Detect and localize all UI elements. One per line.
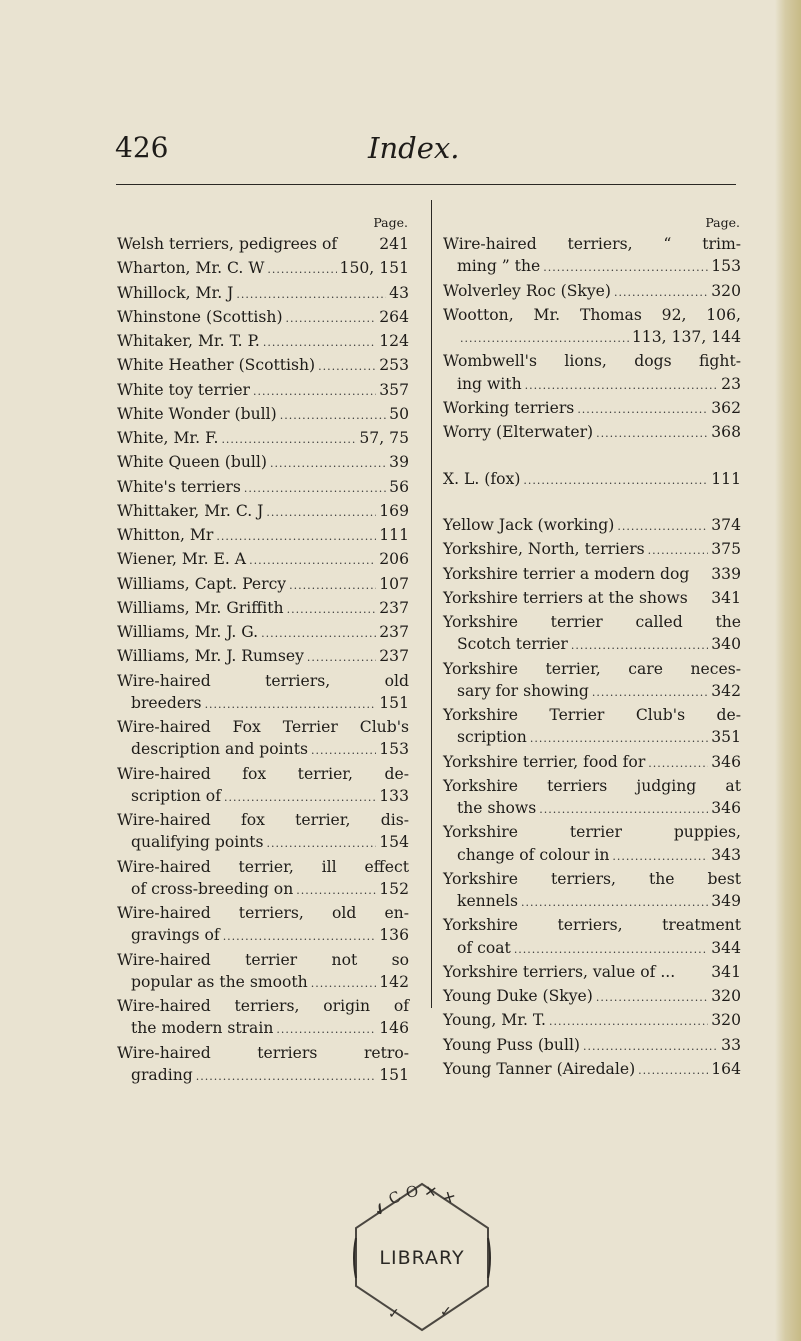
index-entry xyxy=(117,524,409,548)
index-entry xyxy=(443,961,741,985)
dot-leader xyxy=(571,635,708,657)
dot-leader xyxy=(577,399,708,421)
entry-text: Wire-haired fox terrier, dis- xyxy=(117,811,409,829)
entry-text: the shows xyxy=(457,799,537,817)
index-entry xyxy=(117,306,409,330)
entry-pages: 146 xyxy=(379,1019,409,1038)
entry-pages: 206 xyxy=(379,550,409,569)
entry-text: Williams, Mr. J. G. xyxy=(117,623,259,641)
entry-text: popular as the smooth xyxy=(131,972,308,991)
index-entry xyxy=(117,403,409,427)
entry-text: Whinstone (Scottish) xyxy=(117,307,283,326)
entry-text: Young Puss (bull) xyxy=(443,1035,581,1054)
entry-pages: 111 xyxy=(379,526,409,544)
entry-pages: 133 xyxy=(379,786,409,805)
dot-leader xyxy=(261,623,376,645)
page-column-label: Page. xyxy=(373,215,408,230)
index-entry xyxy=(117,233,409,257)
index-entry xyxy=(117,670,409,717)
entry-pages: 39 xyxy=(389,453,409,472)
dot-leader xyxy=(648,540,709,562)
dot-leader xyxy=(521,892,708,914)
dot-leader xyxy=(592,682,708,704)
entry-text: Young Tanner (Airedale) xyxy=(443,1059,636,1078)
entry-text: Wire-haired terriers, old xyxy=(117,671,409,690)
entry-text: Yorkshire terrier a modern dog xyxy=(443,564,690,583)
index-entry xyxy=(443,751,741,775)
entry-text: White Queen (bull) xyxy=(117,453,267,472)
entry-text: kennels xyxy=(457,892,518,910)
dot-leader xyxy=(244,478,386,500)
index-entries xyxy=(443,233,741,1082)
dot-leader xyxy=(224,787,376,809)
dot-leader xyxy=(267,259,336,281)
index-entry xyxy=(117,621,409,645)
dot-leader xyxy=(514,939,708,961)
entry-text: grading xyxy=(131,1065,193,1084)
index-entries xyxy=(117,233,409,1088)
entry-text: Wiener, Mr. E. A xyxy=(117,550,247,569)
section-gap xyxy=(443,445,741,467)
entry-text: Scotch terrier xyxy=(457,635,568,654)
entry-pages: 320 xyxy=(711,281,741,300)
dot-leader xyxy=(549,1011,708,1033)
entry-text: Wolverley Roc (Skye) xyxy=(443,281,611,300)
header-rule xyxy=(116,184,736,185)
entry-text: Yorkshire terriers at the shows xyxy=(443,588,688,607)
dot-leader xyxy=(583,1036,718,1058)
entry-pages: 351 xyxy=(711,728,741,747)
entry-pages: 253 xyxy=(379,356,409,375)
entry-text: of coat xyxy=(457,938,511,957)
dot-leader xyxy=(223,926,377,948)
index-entry xyxy=(443,538,741,562)
index-entry xyxy=(117,427,409,451)
entry-pages: 343 xyxy=(711,845,741,864)
index-entry xyxy=(117,645,409,669)
entry-text: Williams, Capt. Percy xyxy=(117,574,287,593)
entry-text: White Wonder (bull) xyxy=(117,404,277,423)
index-entry xyxy=(117,995,409,1042)
page-column-label: Page. xyxy=(705,215,740,230)
entry-text: qualifying points xyxy=(131,833,264,852)
dot-leader xyxy=(617,516,708,538)
entry-pages: 362 xyxy=(711,398,741,417)
entry-text: Yorkshire terriers, the best xyxy=(443,869,741,888)
entry-text: Williams, Mr. Griffith xyxy=(117,598,284,617)
entry-pages: 107 xyxy=(379,574,409,593)
dot-leader xyxy=(196,1066,377,1088)
dot-leader xyxy=(276,1019,376,1041)
entry-pages: 368 xyxy=(711,423,741,441)
index-entry xyxy=(443,468,741,492)
entry-pages: 341 xyxy=(711,962,741,981)
entry-pages: 344 xyxy=(711,938,741,957)
column-divider xyxy=(431,200,432,1008)
entry-pages: 153 xyxy=(711,257,741,276)
entry-pages: 50 xyxy=(389,404,409,423)
dot-leader xyxy=(270,453,386,475)
page-edge xyxy=(775,0,801,1341)
entry-pages: 169 xyxy=(379,501,409,520)
entry-pages: 342 xyxy=(711,681,741,700)
dot-leader xyxy=(596,423,708,445)
index-entry xyxy=(117,597,409,621)
entry-text: Yorkshire Terrier Club's de- xyxy=(443,706,741,724)
entry-text: ming ” the xyxy=(457,257,541,276)
svg-text:✔ C O ✕ ✕: ✔ C O ✕ ✕ xyxy=(369,1181,459,1220)
entry-text: Whittaker, Mr. C. J xyxy=(117,501,264,520)
entry-text: Wombwell's lions, dogs fight- xyxy=(443,352,741,371)
entry-text: scription xyxy=(457,728,527,747)
stamp-label: LIBRARY xyxy=(379,1247,465,1269)
dot-leader xyxy=(311,973,377,995)
index-entry xyxy=(117,902,409,949)
dot-leader xyxy=(266,502,376,524)
index-entry xyxy=(117,1042,409,1089)
entry-pages: 374 xyxy=(711,516,741,534)
index-entry xyxy=(443,775,741,822)
entry-pages: 375 xyxy=(711,540,741,559)
dot-leader xyxy=(648,753,708,775)
entry-text: the modern strain xyxy=(131,1019,274,1038)
entry-pages: 136 xyxy=(379,926,409,945)
index-entry xyxy=(117,451,409,475)
entry-text: Wire-haired Fox Terrier Club's xyxy=(117,718,409,736)
entry-pages: 237 xyxy=(379,598,409,617)
dot-leader xyxy=(318,356,376,378)
entry-pages: 237 xyxy=(379,647,409,666)
entry-pages: 142 xyxy=(379,972,409,991)
entry-text: Yorkshire terriers, value of ... xyxy=(443,962,676,981)
index-entry xyxy=(117,856,409,903)
entry-pages: 340 xyxy=(711,635,741,654)
entry-text: gravings of xyxy=(131,926,220,945)
entry-text: White, Mr. F. xyxy=(117,429,219,447)
index-entry xyxy=(443,1058,741,1082)
entry-text: X. L. (fox) xyxy=(443,469,521,488)
entry-pages: 113, 137, 144 xyxy=(631,328,741,346)
dot-leader xyxy=(612,846,708,868)
entry-text: White Heather (Scottish) xyxy=(117,356,316,375)
entry-text: White toy terrier xyxy=(117,380,251,399)
index-entry xyxy=(117,257,409,281)
entry-text: ing with xyxy=(457,374,522,393)
entry-text: Wharton, Mr. C. W xyxy=(117,259,265,278)
entry-text: Yellow Jack (working) xyxy=(443,516,615,534)
entry-text: Wootton, Mr. Thomas 92, 106, xyxy=(443,305,741,324)
entry-text: Yorkshire, North, terriers xyxy=(443,540,645,559)
index-entry xyxy=(443,611,741,658)
dot-leader xyxy=(525,375,719,397)
index-entry xyxy=(443,514,741,538)
index-entry xyxy=(443,821,741,868)
entry-text: Wire-haired terriers, “ trim- xyxy=(443,235,741,253)
dot-leader xyxy=(236,284,386,306)
library-stamp xyxy=(348,1178,496,1336)
dot-leader xyxy=(216,526,376,548)
dot-leader xyxy=(286,308,377,330)
entry-pages: 150, 151 xyxy=(339,259,409,278)
index-entry xyxy=(117,379,409,403)
svg-text:✓: ✓ xyxy=(440,1304,452,1320)
entry-pages: 241 xyxy=(379,235,409,253)
page-number: 426 xyxy=(115,131,169,164)
entry-text: Wire-haired terriers retro- xyxy=(117,1043,409,1062)
entry-text: Wire-haired fox terrier, de- xyxy=(117,764,409,783)
index-entry xyxy=(443,233,741,280)
entry-pages: 151 xyxy=(379,1065,409,1084)
dot-leader xyxy=(614,282,708,304)
entry-pages: 341 xyxy=(711,588,741,607)
entry-text: breeders xyxy=(131,693,202,712)
entry-pages: 56 xyxy=(389,477,409,496)
index-entry xyxy=(117,573,409,597)
entry-text: Yorkshire terriers judging at xyxy=(443,776,741,795)
svg-text:✓: ✓ xyxy=(388,1306,400,1322)
index-entry xyxy=(443,704,741,751)
entry-text: scription of xyxy=(131,786,221,805)
dot-leader xyxy=(523,470,708,492)
entry-text: Yorkshire terrier called the xyxy=(443,613,741,631)
entry-pages: 57, 75 xyxy=(359,429,409,447)
dot-leader xyxy=(267,833,377,855)
index-entry xyxy=(117,282,409,306)
dot-leader xyxy=(249,550,376,572)
entry-text: Whitaker, Mr. T. P. xyxy=(117,332,260,350)
index-entry xyxy=(117,476,409,500)
entry-text: change of colour in xyxy=(457,845,610,864)
index-entry xyxy=(443,421,741,445)
dot-leader xyxy=(280,405,386,427)
dot-leader xyxy=(287,599,377,621)
index-entry xyxy=(117,716,409,763)
dot-leader xyxy=(311,740,376,762)
entry-pages: 237 xyxy=(379,623,409,641)
index-entry xyxy=(117,354,409,378)
index-entry xyxy=(443,587,741,611)
index-entry xyxy=(117,809,409,856)
entry-pages: 320 xyxy=(711,1011,741,1030)
entry-text: Working terriers xyxy=(443,398,575,417)
page-header xyxy=(0,131,801,181)
entry-text: Yorkshire terrier puppies, xyxy=(443,823,741,842)
entry-pages: 346 xyxy=(711,799,741,817)
dot-leader xyxy=(543,257,708,279)
entry-text: Welsh terriers, pedigrees of xyxy=(117,235,338,253)
index-entry xyxy=(443,563,741,587)
index-entry xyxy=(443,914,741,961)
index-entry xyxy=(443,350,741,397)
index-entry xyxy=(443,1034,741,1058)
entry-pages: 111 xyxy=(711,469,741,488)
entry-text: Yorkshire terrier, food for xyxy=(443,752,646,771)
dot-leader xyxy=(530,728,708,750)
dot-leader xyxy=(596,987,708,1009)
dot-leader xyxy=(539,799,708,821)
dot-leader xyxy=(460,328,629,350)
index-entry xyxy=(117,500,409,524)
entry-pages: 43 xyxy=(389,283,409,302)
entry-text: Yorkshire terriers, treatment xyxy=(443,916,741,935)
entry-text: of cross-breeding on xyxy=(131,879,294,898)
dot-leader xyxy=(289,575,376,597)
index-entry xyxy=(117,763,409,810)
entry-pages: 124 xyxy=(379,332,409,350)
index-column-left xyxy=(117,213,409,1088)
index-entry xyxy=(443,397,741,421)
index-entry xyxy=(443,868,741,915)
index-entry xyxy=(443,658,741,705)
entry-pages: 264 xyxy=(379,307,409,326)
entry-text: Young Duke (Skye) xyxy=(443,987,593,1005)
entry-text: Young, Mr. T. xyxy=(443,1011,546,1030)
entry-text: White's terriers xyxy=(117,477,241,496)
running-head: Index. xyxy=(368,131,460,165)
dot-leader xyxy=(221,429,356,451)
entry-text: Wire-haired terrier not so xyxy=(117,950,409,969)
dot-leader xyxy=(253,381,376,403)
entry-text: Worry (Elterwater) xyxy=(443,423,594,441)
entry-text: Wire-haired terriers, origin of xyxy=(117,997,409,1015)
dot-leader xyxy=(296,880,376,902)
index-entry xyxy=(443,280,741,304)
dot-leader xyxy=(205,694,377,716)
entry-pages: 346 xyxy=(711,752,741,771)
entry-text: Whillock, Mr. J xyxy=(117,283,234,302)
entry-pages: 320 xyxy=(711,987,741,1005)
entry-pages: 152 xyxy=(379,879,409,898)
entry-pages: 154 xyxy=(379,833,409,852)
entry-pages: 153 xyxy=(379,740,409,759)
dot-leader xyxy=(263,332,376,354)
entry-pages: 151 xyxy=(379,693,409,712)
entry-text: Wire-haired terriers, old en- xyxy=(117,904,409,922)
index-entry xyxy=(117,949,409,996)
index-entry xyxy=(443,1009,741,1033)
index-column-right xyxy=(443,213,741,1082)
entry-pages: 357 xyxy=(379,380,409,399)
entry-text: Yorkshire terrier, care neces- xyxy=(443,659,741,678)
entry-text: description and points xyxy=(131,740,308,759)
index-entry xyxy=(443,304,741,351)
index-entry xyxy=(443,985,741,1009)
entry-pages: 164 xyxy=(711,1059,741,1078)
entry-pages: 349 xyxy=(711,892,741,910)
dot-leader xyxy=(307,647,376,669)
entry-text: Wire-haired terrier, ill effect xyxy=(117,857,409,876)
index-entry xyxy=(117,548,409,572)
section-gap xyxy=(443,492,741,514)
index-entry xyxy=(117,330,409,354)
entry-text: Williams, Mr. J. Rumsey xyxy=(117,647,304,666)
entry-text: sary for showing xyxy=(457,681,589,700)
dot-leader xyxy=(638,1060,708,1082)
entry-pages: 23 xyxy=(721,374,741,393)
entry-pages: 339 xyxy=(711,564,741,583)
entry-pages: 33 xyxy=(721,1035,741,1054)
entry-text: Whitton, Mr xyxy=(117,526,214,544)
